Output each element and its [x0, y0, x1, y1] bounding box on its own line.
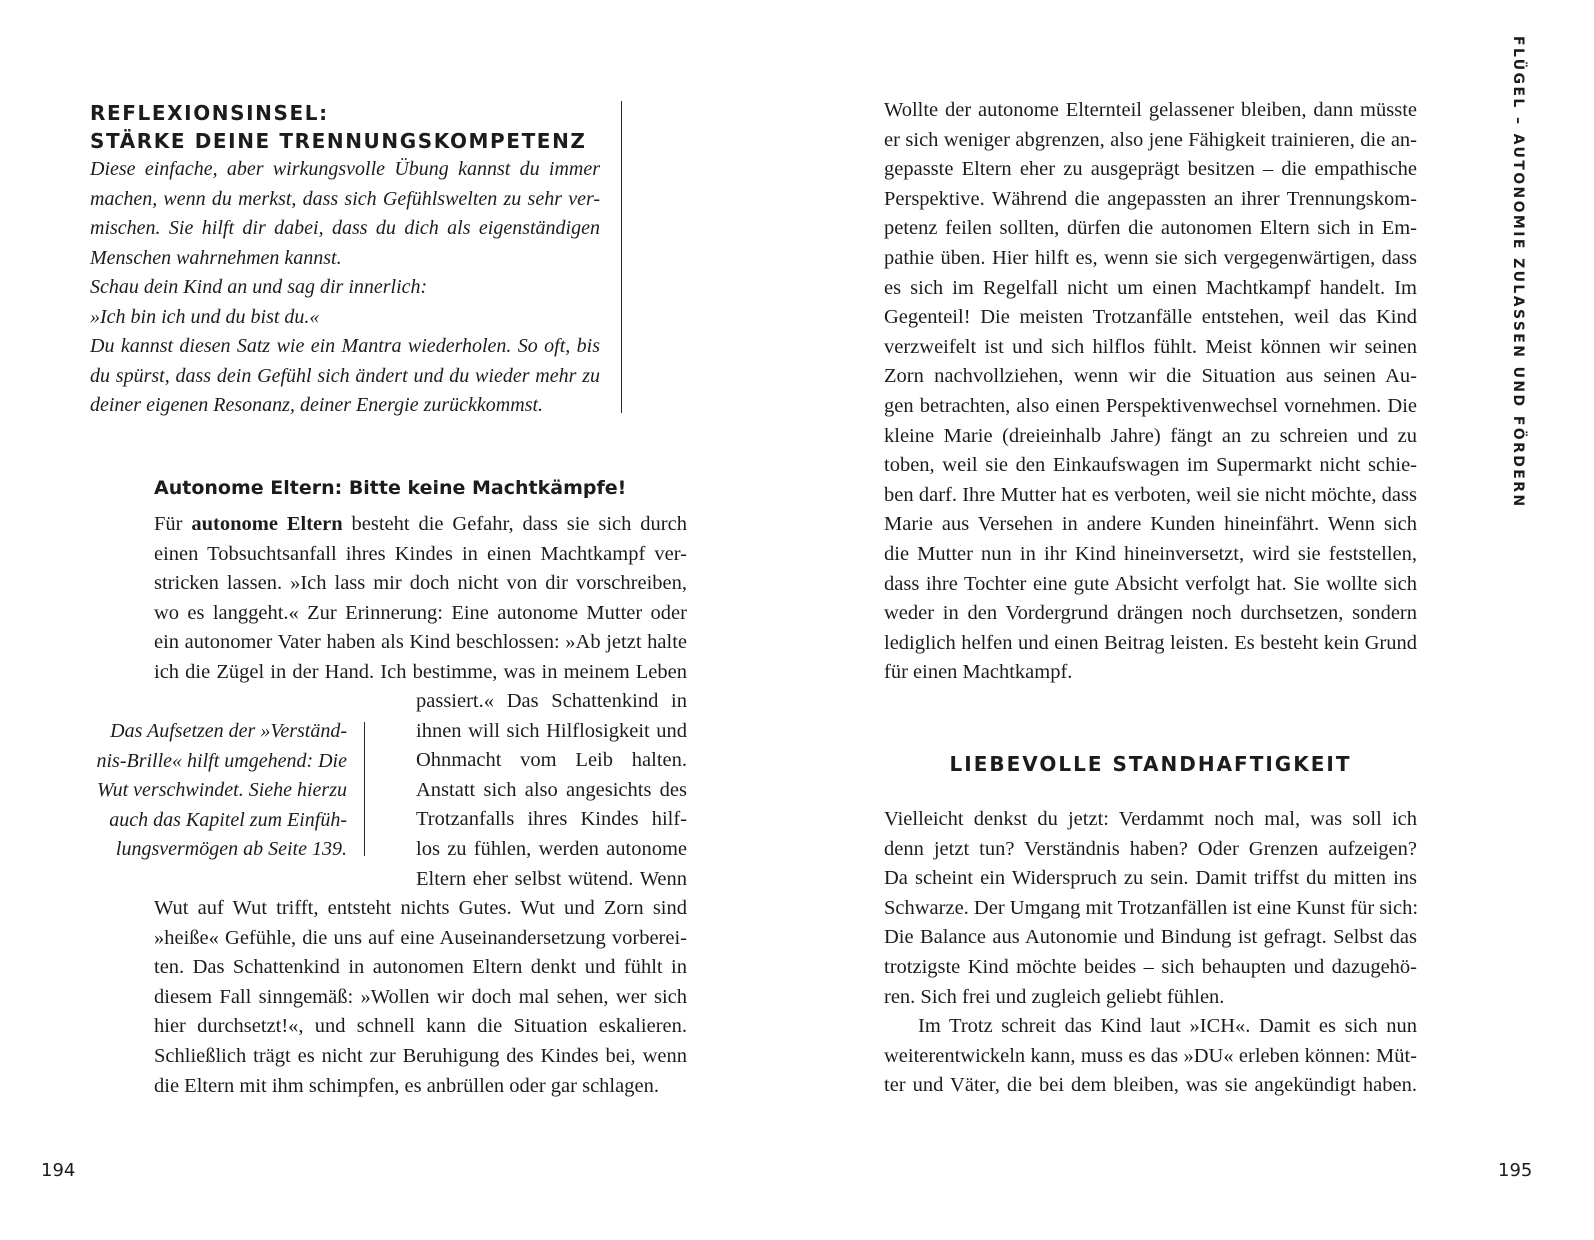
text-line: gen betrachten, also einen Perspektivenwechsel vornehmen. Die	[884, 394, 1417, 417]
text-line: los zu fühlen, werden autonome	[416, 837, 687, 860]
text-line: ich die Zügel in der Hand. Ich bestimme, was in meinem Leben	[154, 660, 687, 683]
text-line: mischen. Sie hilft dir dabei, dass du dich als eigenständigen	[90, 217, 600, 239]
reflexion-box-text	[90, 155, 600, 421]
page-number-right: 195	[1498, 1160, 1533, 1181]
text-line: Die Balance aus Autonomie und Bindung ist gefragt. Selbst das	[884, 926, 1417, 949]
text-line: Das Aufsetzen der »Verständ-	[110, 720, 347, 742]
reflexion-box-title-line-2: STÄRKE DEINE TRENNUNGSKOMPETENZ	[90, 129, 587, 153]
text-line: ten. Das Schattenkind in autonomen Eltern denkt und fühlt in	[154, 956, 687, 979]
text-line: lungsvermögen ab Seite 139.	[115, 838, 347, 861]
text-line: Wollte der autonome Elternteil gelassener bleiben, dann müsste	[884, 99, 1417, 121]
text-line: verzweifelt ist und sich hilflos fühlt. Meist können wir seinen	[884, 335, 1417, 358]
text-line: du spürst, dass dein Gefühl sich ändert und du wieder mehr zu	[90, 364, 600, 387]
left-body-text-bottom	[154, 894, 687, 1101]
text-line: ter und Väter, die bei dem bleiben, was sie angekündigt haben.	[884, 1074, 1417, 1097]
text-line: pathie üben. Hier hilft es, wenn sie sich vergegenwärtigen, dass	[884, 246, 1417, 269]
text-line: Wut auf Wut trifft, entsteht nichts Gutes. Wut und Zorn sind	[154, 897, 687, 919]
reflexion-box-title	[90, 99, 630, 155]
text-line: weiterentwickeln kann, muss es das »DU« erleben können: Müt-	[884, 1044, 1417, 1067]
text-line: Menschen wahrnehmen kannst.	[90, 246, 342, 269]
text-line: ren. Sich frei und zugleich geliebt fühlen.	[884, 985, 1225, 1008]
text-line: Anstatt sich also angesichts des	[416, 778, 687, 801]
text-line: Du kannst diesen Satz wie ein Mantra wiederholen. So oft, bis	[90, 335, 600, 357]
text-line: Diese einfache, aber wirkungsvolle Übung kannst du immer	[90, 158, 600, 180]
text-line: Marie aus Versehen in andere Kunden hineinfährt. Wenn sich	[884, 513, 1417, 536]
right-body-text-top	[884, 96, 1417, 688]
text-line: denn jetzt tun? Verständnis haben? Oder Grenzen aufzeigen?	[884, 837, 1417, 860]
margin-note	[90, 717, 347, 865]
reflexion-box-rule	[621, 101, 622, 413]
text-line: Wut verschwindet. Siehe hierzu	[97, 779, 347, 802]
text-line: dass ihre Tochter eine gute Absicht verfolgt hat. Sie wollte sich	[884, 572, 1417, 595]
text-line: Schau dein Kind an und sag dir innerlich:	[90, 276, 428, 298]
text-line: passiert.« Das Schattenkind in	[416, 690, 687, 712]
text-line: die Eltern mit ihm schimpfen, es anbrüllen oder gar schlagen.	[154, 1074, 659, 1097]
text-line: kleine Marie (dreieinhalb Jahre) fängt an zu schreien und zu	[884, 424, 1417, 447]
right-body-text-bottom	[884, 805, 1417, 1101]
text-line: Trotzanfalls ihres Kindes hilf-	[416, 808, 687, 831]
section-heading: LIEBEVOLLE STANDHAFTIGKEIT	[949, 752, 1352, 776]
text-line: Im Trotz schreit das Kind laut »ICH«. Damit es sich nun	[918, 1015, 1417, 1038]
text-line: »Ich bin ich und du bist du.«	[90, 305, 320, 328]
running-head: FLÜGEL – AUTONOMIE ZULASSEN UND FÖRDERN	[1510, 36, 1526, 509]
left-body-text-top	[154, 510, 687, 688]
text-segment: besteht die Gefahr, dass sie sich durch	[342, 513, 687, 535]
bold-term: autonome Eltern	[191, 513, 343, 535]
text-line: einen Tobsuchtsanfall ihres Kindes in einen Machtkampf ver-	[154, 542, 687, 565]
text-line: Schließlich trägt es nicht zur Beruhigung des Kindes bei, wenn	[154, 1044, 687, 1067]
reflexion-box-title-line-1: REFLEXIONSINSEL:	[90, 101, 329, 125]
page-number-left: 194	[41, 1160, 76, 1181]
text-line: Schwarze. Der Umgang mit Trotzanfällen ist eine Kunst für sich:	[884, 896, 1419, 919]
text-line: »heiße« Gefühle, die uns auf eine Auseinandersetzung vorberei-	[154, 926, 687, 949]
text-line: Ohnmacht vom Leib halten.	[416, 749, 687, 772]
text-line: die Mutter nun in ihr Kind hineinversetzt, wird sie feststellen,	[884, 542, 1417, 565]
text-line: Zorn nachvollziehen, wenn wir die Situation aus seinen Au-	[884, 365, 1417, 388]
margin-note-rule	[364, 722, 365, 856]
text-line: gepasste Eltern eher zu ausgeprägt besitzen – die empathische	[884, 158, 1417, 181]
text-line: es sich im Regelfall nicht um einen Machtkampf handelt. Im	[884, 276, 1417, 299]
text-line: machen, wenn du merkst, dass sich Gefühlswelten zu sehr ver-	[90, 187, 600, 210]
text-line: ein autonomer Vater haben als Kind beschlossen: »Ab jetzt halte	[154, 631, 687, 654]
text-line: Eltern eher selbst wütend. Wenn	[416, 867, 687, 890]
text-line: diesem Fall sinngemäß: »Wollen wir doch mal sehen, wer sich	[154, 985, 687, 1008]
text-line: lediglich helfen und einen Beitrag leisten. Es besteht kein Grund	[884, 631, 1417, 654]
text-line: Da scheint ein Widerspruch zu sein. Damit triffst du mitten ins	[884, 867, 1417, 890]
text-line: petenz feilen sollten, dürfen die autonomen Eltern sich in Em-	[884, 217, 1417, 240]
text-line: Perspektive. Während die angepassten an ihrer Trennungskom-	[884, 187, 1417, 210]
left-body-text-narrow	[416, 687, 687, 894]
text-line: trotzigste Kind möchte beides – sich behaupten und dazugehö-	[884, 955, 1417, 978]
text-line: stricken lassen. »Ich lass mir doch nicht von dir vorschreiben,	[154, 572, 687, 595]
text-line: nis-Brille« hilft umgehend: Die	[96, 749, 347, 772]
text-line: wo es langgeht.« Zur Erinnerung: Eine autonome Mutter oder	[154, 601, 687, 624]
text-line: für einen Machtkampf.	[884, 661, 1073, 684]
text-line: deiner eigenen Resonanz, deiner Energie zurückkommst.	[90, 394, 544, 416]
text-line	[154, 510, 687, 540]
text-line: er sich weniger abgrenzen, also jene Fähigkeit trainieren, die an-	[884, 128, 1417, 151]
text-line: toben, weil sie den Einkaufswagen im Supermarkt nicht schie-	[884, 454, 1417, 477]
text-line: ihnen will sich Hilflosigkeit und	[416, 719, 687, 742]
text-line: ben darf. Ihre Mutter hat es verboten, weil sie nicht möchte, dass	[884, 483, 1417, 506]
text-line: auch das Kapitel zum Einfüh-	[109, 808, 347, 831]
subsection-heading: Autonome Eltern: Bitte keine Machtkämpfe!	[154, 477, 627, 499]
text-line: hier durchsetzt!«, und schnell kann die Situation eskalieren.	[154, 1015, 687, 1038]
text-line: Gegenteil! Die meisten Trotzanfälle entstehen, weil das Kind	[884, 306, 1417, 329]
text-line: Vielleicht denkst du jetzt: Verdammt noch mal, was soll ich	[884, 808, 1417, 830]
text-segment: Für	[154, 513, 192, 535]
text-line: weder in den Vordergrund drängen noch durchsetzen, sondern	[884, 602, 1417, 625]
